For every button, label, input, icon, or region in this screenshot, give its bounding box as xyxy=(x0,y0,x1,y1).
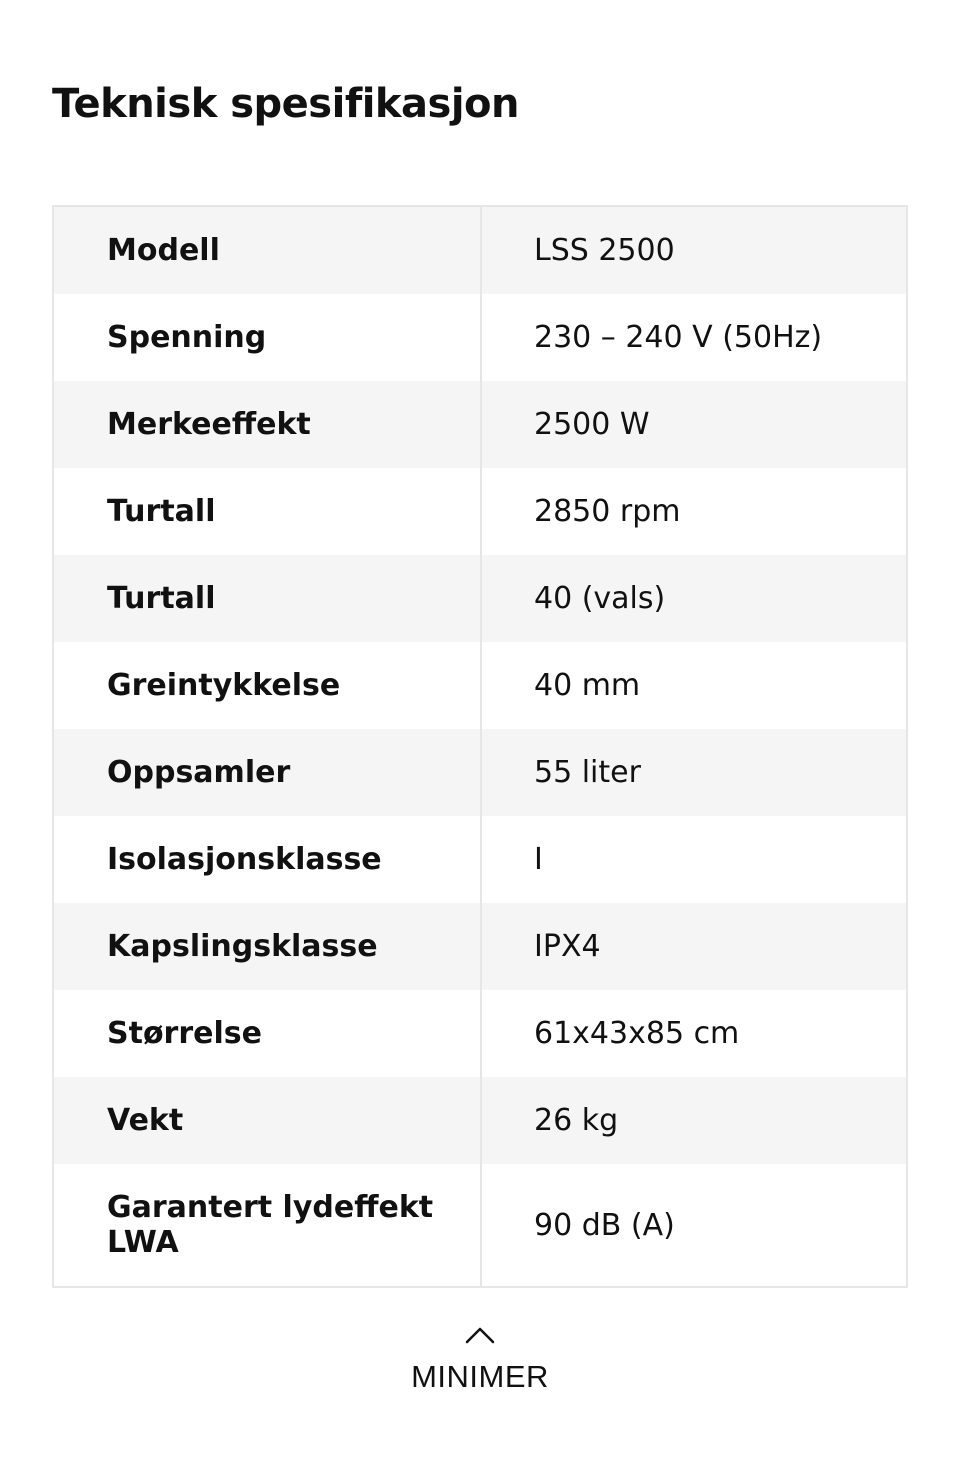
spec-value: 90 dB (A) xyxy=(534,1207,675,1243)
spec-row-storrelse xyxy=(54,990,906,1077)
spec-value: LSS 2500 xyxy=(534,233,675,268)
spec-value: 2500 W xyxy=(534,407,650,442)
spec-label: Oppsamler xyxy=(54,729,482,816)
spec-value: 230 – 240 V (50Hz) xyxy=(534,320,823,355)
spec-label: Størrelse xyxy=(54,990,482,1077)
spec-row-modell xyxy=(54,207,906,294)
spec-value: 55 liter xyxy=(534,755,641,790)
spec-row-isolasjonsklasse xyxy=(54,816,906,903)
spec-row-turtall xyxy=(54,468,906,555)
spec-row-oppsamler xyxy=(54,729,906,816)
spec-label: Modell xyxy=(54,207,482,294)
spec-value: 40 mm xyxy=(534,668,641,703)
spec-value: 26 kg xyxy=(534,1103,619,1138)
spec-row-greintykkelse xyxy=(54,642,906,729)
spec-label: Merkeeffekt xyxy=(54,381,482,468)
spec-value: IPX4 xyxy=(534,929,601,964)
spec-row-lydeffekt xyxy=(54,1164,906,1286)
spec-label: Isolasjonsklasse xyxy=(54,816,482,903)
spec-value: 40 (vals) xyxy=(534,581,666,616)
spec-value: I xyxy=(534,842,543,877)
spec-label: Vekt xyxy=(54,1077,482,1164)
spec-row-spenning xyxy=(54,294,906,381)
spec-label: Greintykkelse xyxy=(54,642,482,729)
chevron-up-icon xyxy=(464,1325,496,1345)
minimize-label: MINIMER xyxy=(411,1359,549,1394)
spec-label: Turtall xyxy=(54,468,482,555)
page-title: Teknisk spesifikasjon xyxy=(52,81,519,127)
spec-row-vekt xyxy=(54,1077,906,1164)
spec-table xyxy=(52,205,908,1288)
spec-row-turtall-vals xyxy=(54,555,906,642)
spec-label: Turtall xyxy=(54,555,482,642)
spec-row-merkeeffekt xyxy=(54,381,906,468)
spec-label: Spenning xyxy=(54,294,482,381)
spec-label: Garantert lydeffekt LWA xyxy=(54,1164,482,1286)
spec-value: 2850 rpm xyxy=(534,494,681,529)
spec-label: Kapslingsklasse xyxy=(54,903,482,990)
spec-row-kapslingsklasse xyxy=(54,903,906,990)
spec-value: 61x43x85 cm xyxy=(534,1016,740,1051)
minimize-button[interactable] xyxy=(380,1325,580,1395)
